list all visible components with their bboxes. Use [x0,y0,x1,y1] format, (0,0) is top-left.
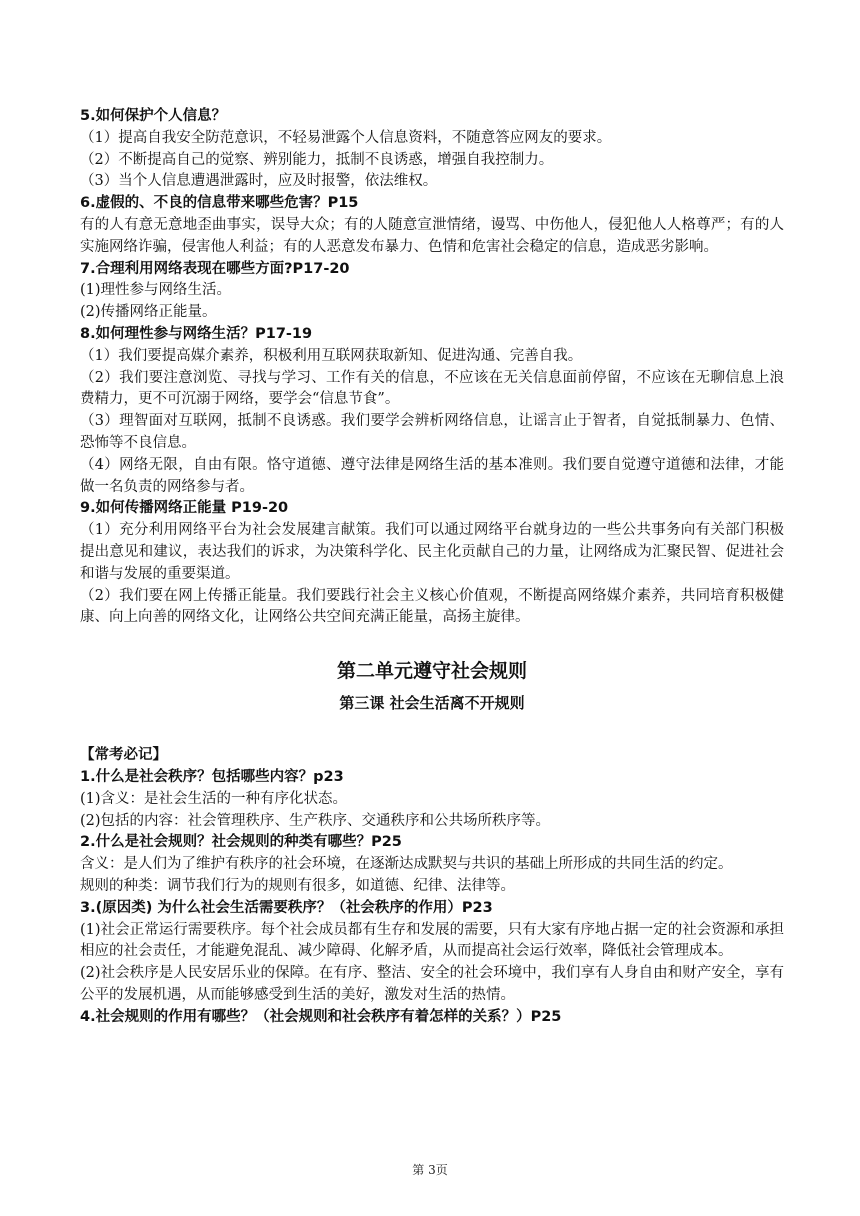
q8-item-1: （1）我们要提高媒介素养，积极利用互联网获取新知、促进沟通、完善自我。 [80,347,583,364]
q7-item-1: (1)理性参与网络生活。 [80,282,232,299]
key-points-tag: 【常考必记】 [80,747,167,764]
q8-item-3: （3）理智面对互联网，抵制不良诱惑。我们要学会辨析网络信息，让谣言止于智者，自觉抵制暴力、色情、恐怖等不良信息。 [80,413,784,451]
page-number: 第 3页 [412,1163,448,1177]
question-9-heading: 9.如何传播网络正能量 P19-20 [80,500,289,517]
s2-q1-item-1: (1)含义：是社会生活的一种有序化状态。 [80,790,348,807]
q9-item-1: （1）充分利用网络平台为社会发展建言献策。我们可以通过网络平台就身边的一些公共事务向有关部门积极提出意见和建议，表达我们的诉求，为决策科学化、民主化贡献自己的力量，让网络成为汇聚民智、促进社会和谐与发展的重要渠道。 [80,522,784,582]
s2-question-1-heading: 1.什么是社会秩序？包括哪些内容？p23 [80,768,344,785]
question-8-heading: 8.如何理性参与网络生活？P17-19 [80,325,313,342]
q7-item-2: (2)传播网络正能量。 [80,304,217,321]
question-7-heading: 7.合理利用网络表现在哪些方面?P17-20 [80,260,350,277]
s2-question-3-heading: 3.(原因类) 为什么社会生活需要秩序？（社会秩序的作用）P23 [80,899,493,916]
s2-q3-item-2: (2)社会秩序是人民安居乐业的保障。在有序、整洁、安全的社会环境中，我们享有人身自由和财产安全，享有公平的发展机遇，从而能够感受到生活的美好，激发对生活的热情。 [80,965,784,1003]
q5-item-3: （3）当个人信息遭遇泄露时，应及时报警，依法维权。 [80,173,438,190]
question-6-heading: 6.虚假的、不良的信息带来哪些危害？P15 [80,195,359,212]
s2-q2-item-1: 含义：是人们为了维护有秩序的社会环境，在逐渐达成默契与共识的基础上所形成的共同生活的约定。 [80,856,733,873]
q8-item-4: （4）网络无限，自由有限。恪守道德、遵守法律是网络生活的基本准则。我们要自觉遵守道德和法律，才能做一名负责的网络参与者。 [80,456,784,495]
lesson-title: 第三课 社会生活离不开规则 [339,694,525,713]
q5-item-1: （1）提高自我安全防范意识，不轻易泄露个人信息资料，不随意答应网友的要求。 [80,129,612,146]
document-page [80,106,784,1028]
s2-q1-item-2: (2)包括的内容：社会管理秩序、生产秩序、交通秩序和公共场所秩序等。 [80,812,551,829]
s2-question-2-heading: 2.什么是社会规则？社会规则的种类有哪些？P25 [80,834,402,851]
q6-paragraph: 有的人有意无意地歪曲事实，误导大众；有的人随意宣泄情绪，谩骂、中伤他人，侵犯他人人格尊严；有的人实施网络诈骗，侵害他人利益；有的人恶意发布暴力、色情和危害社会稳定的信息，造成恶劣影响。 [80,216,784,255]
unit-title: 第二单元遵守社会规则 [336,660,527,683]
question-5-heading: 5.如何保护个人信息？ [80,108,227,124]
q8-item-2: （2）我们要注意浏览、寻找与学习、工作有关的信息，不应该在无关信息面前停留，不应该在无聊信息上浪费精力，更不可沉溺于网络，要学会“信息节食”。 [80,369,784,408]
q5-item-2: （2）不断提高自己的觉察、辨别能力，抵制不良诱惑，增强自我控制力。 [80,151,554,168]
s2-question-4-heading: 4.社会规则的作用有哪些？（社会规则和社会秩序有着怎样的关系？）P25 [80,1008,562,1025]
s2-q3-item-1: (1)社会正常运行需要秩序。每个社会成员都有生存和发展的需要，只有大家有序地占据一定的社会资源和承担相应的社会责任，才能避免混乱、减少障碍、化解矛盾，从而提高社会运行效率，降低社会管理成本。 [80,921,784,960]
q9-item-2: （2）我们要在网上传播正能量。我们要践行社会主义核心价值观，不断提高网络媒介素养，共同培育积极健康、向上向善的网络文化，让网络公共空间充满正能量，高扬主旋律。 [80,587,784,626]
s2-q2-item-2: 规则的种类：调节我们行为的规则有很多，如道德、纪律、法律等。 [80,877,515,894]
